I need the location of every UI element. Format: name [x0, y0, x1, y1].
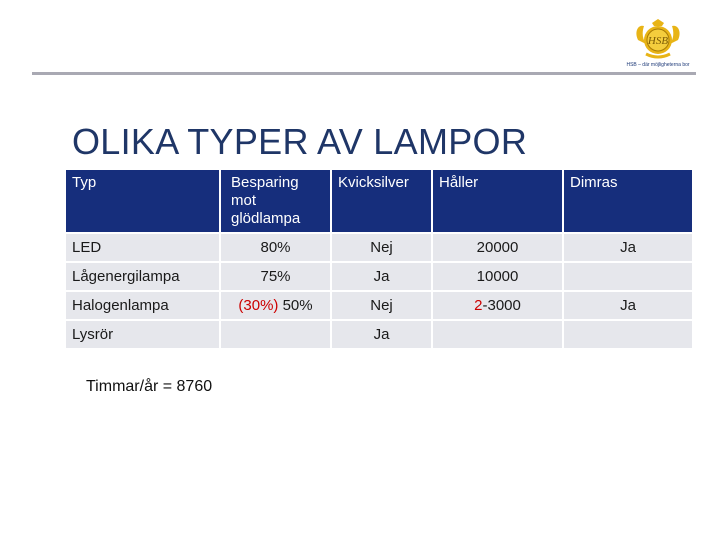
cell-besparing-value: 50% [282, 297, 313, 314]
cell-haller-value: 10000 [476, 268, 519, 285]
lamp-comparison-table [64, 168, 694, 350]
cell-haller [433, 292, 562, 319]
cell-dimras [564, 263, 692, 290]
slide-title: OLIKA TYPER AV LAMPOR [72, 121, 528, 162]
cell-dimras: Ja [564, 292, 692, 319]
svg-text:HSB: HSB [647, 35, 669, 47]
cell-haller [433, 321, 562, 348]
column-header-haller: Håller [433, 170, 562, 232]
cell-besparing [221, 263, 330, 290]
table-row [66, 263, 692, 290]
cell-haller-value: -3000 [482, 297, 521, 314]
cell-kvicksilver: Ja [332, 263, 431, 290]
table-header-row [66, 170, 692, 232]
cell-haller-value: 20000 [476, 239, 519, 256]
column-header-besparing: Besparing mot glödlampa [221, 170, 330, 232]
cell-kvicksilver: Nej [332, 234, 431, 261]
cell-dimras [564, 321, 692, 348]
cell-haller-prefix: 2 [474, 297, 483, 314]
hsb-logo [618, 18, 698, 74]
column-header-typ: Typ [66, 170, 219, 232]
cell-haller [433, 234, 562, 261]
cell-typ: Lågenergilampa [66, 263, 219, 290]
table-row [66, 234, 692, 261]
table-row [66, 292, 692, 319]
cell-besparing-value: 80% [260, 239, 291, 256]
logo-tagline: HSB – där möjligheterna bor [626, 62, 690, 68]
cell-besparing [221, 321, 330, 348]
hours-per-year-note: Timmar/år = 8760 [86, 378, 213, 395]
cell-typ: Halogenlampa [66, 292, 219, 319]
cell-typ: LED [66, 234, 219, 261]
cell-dimras: Ja [564, 234, 692, 261]
cell-besparing [221, 292, 330, 319]
cell-besparing-prefix: (30%) [238, 297, 279, 314]
column-header-dimras: Dimras [564, 170, 692, 232]
cell-besparing-value: 75% [260, 268, 291, 285]
cell-besparing [221, 234, 330, 261]
cell-kvicksilver: Ja [332, 321, 431, 348]
table-row [66, 321, 692, 348]
cell-haller [433, 263, 562, 290]
hsb-logo-icon [632, 18, 684, 62]
cell-kvicksilver: Nej [332, 292, 431, 319]
cell-typ: Lysrör [66, 321, 219, 348]
header-divider [32, 72, 696, 75]
column-header-kvicksilver: Kvicksilver [332, 170, 431, 232]
